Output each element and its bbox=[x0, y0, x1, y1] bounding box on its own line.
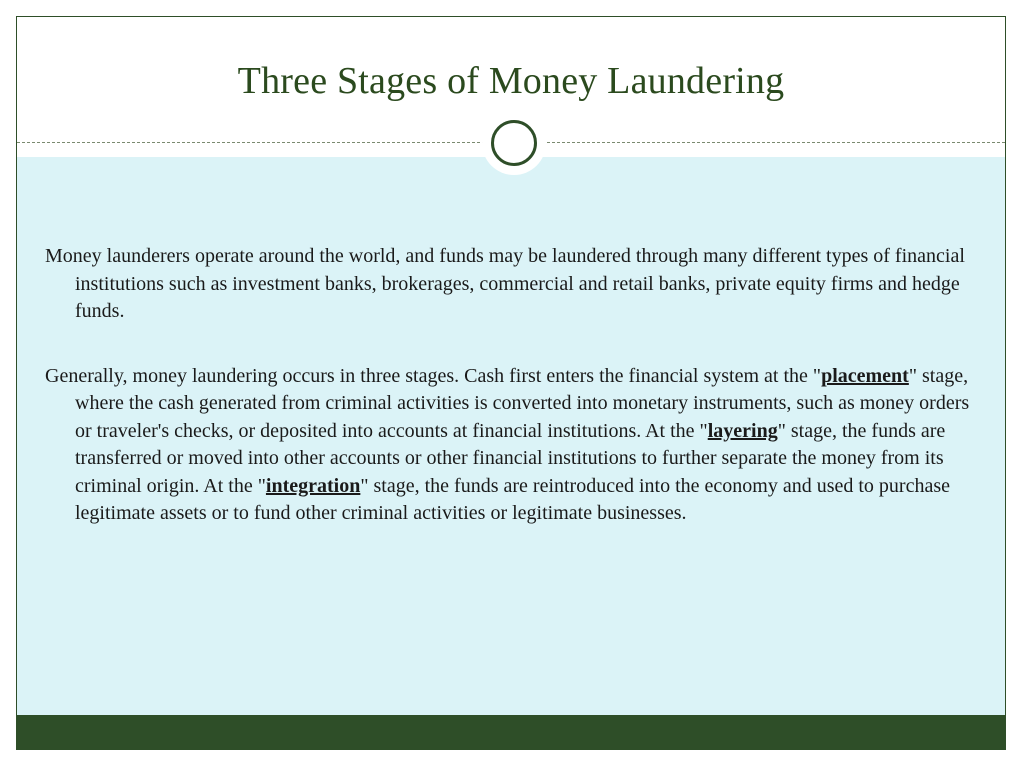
stages-text-part-4: " stage, the funds are reintroduced into the economy and used to purchase legitimate assets or to fund other criminal activities or legitimate businesses. bbox=[75, 474, 950, 524]
stages-text-part-3: " stage, the funds are transferred or moved into other accounts or other financial institutions to further separate the money from its criminal origin. At the " bbox=[75, 419, 946, 497]
circle-ring bbox=[491, 120, 537, 166]
slide-title: Three Stages of Money Laundering bbox=[237, 60, 785, 102]
footer-bar bbox=[17, 715, 1005, 749]
body-text bbox=[45, 243, 985, 565]
keyword-layering: layering bbox=[707, 419, 778, 442]
paragraph-institutions: Money launderers operate around the world, and funds may be laundered through many different types of financial institutions such as investment banks, brokerages, commercial and retail banks, private equity firms and hedge funds. bbox=[45, 245, 965, 322]
stages-text-part-2: " stage, where the cash generated from criminal activities is converted into monetary instruments, such as money orders or traveler's checks, or deposited into accounts at financial institutions. At the " bbox=[75, 364, 970, 442]
keyword-placement: placement bbox=[821, 364, 909, 387]
stages-text-part-1: Generally, money laundering occurs in three stages. Cash first enters the financial system at the " bbox=[45, 364, 822, 387]
circle-ornament-icon bbox=[482, 111, 546, 175]
slide bbox=[16, 16, 1006, 750]
keyword-integration: integration bbox=[265, 474, 361, 497]
paragraph-three-stages bbox=[45, 363, 985, 528]
